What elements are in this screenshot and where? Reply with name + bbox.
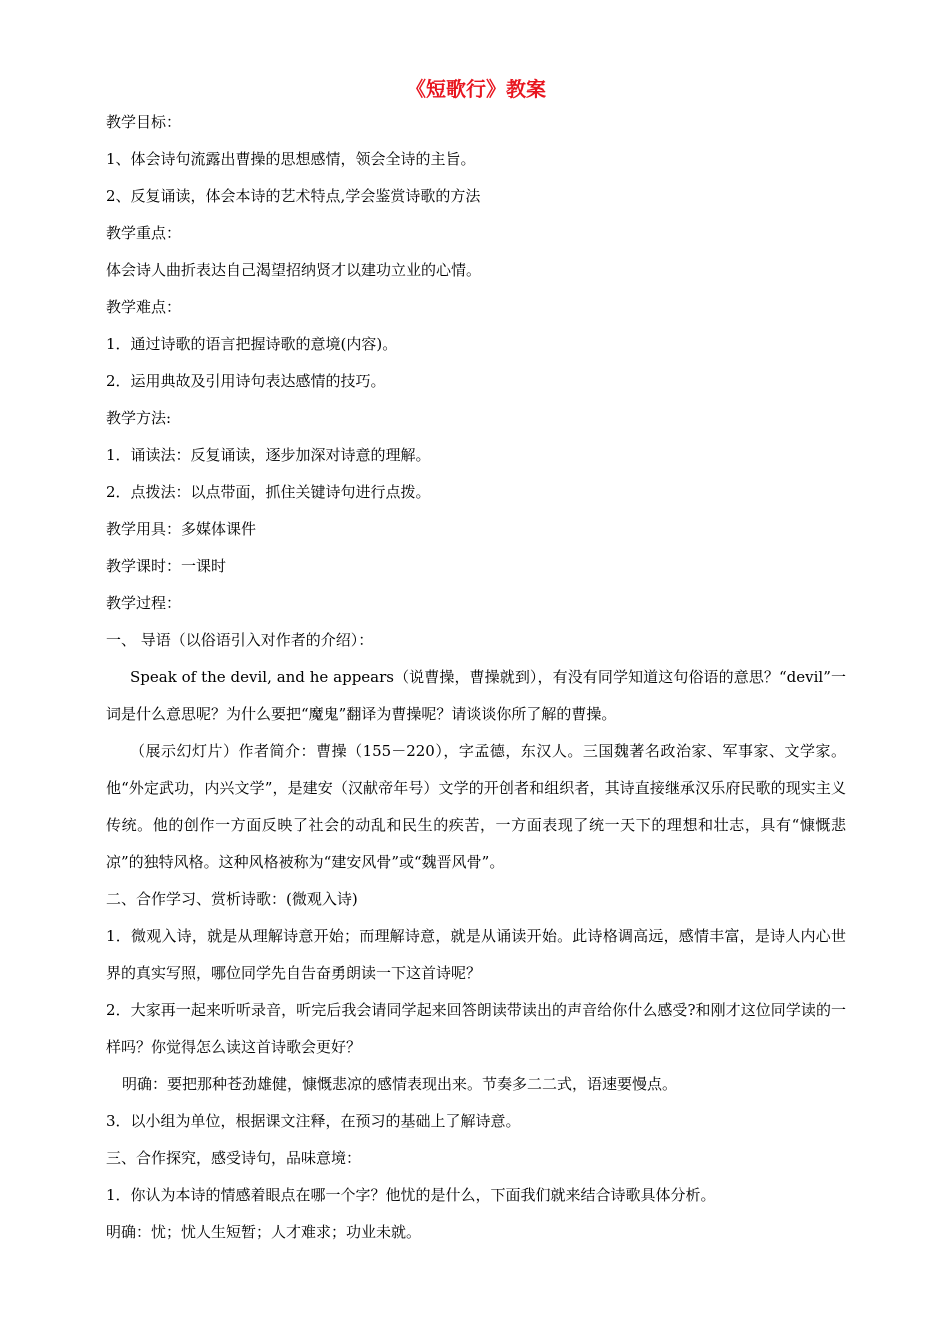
section-2-item-3: 3．以小组为单位，根据课文注释，在预习的基础上了解诗意。 bbox=[106, 1112, 521, 1130]
section-3-item-1: 1．你认为本诗的情感着眼点在哪一个字？他忧的是什么，下面我们就来结合诗歌具体分析。 bbox=[106, 1186, 716, 1204]
section-2-clarification: 明确：要把那种苍劲雄健，慷慨悲凉的感情表现出来。节奏多二二式，语速要慢点。 bbox=[122, 1075, 678, 1093]
difficulty-1: 1．通过诗歌的语言把握诗歌的意境(内容)。 bbox=[106, 335, 398, 353]
difficulty-2: 2．运用典故及引用诗句表达感情的技巧。 bbox=[106, 372, 386, 390]
teaching-tools: 教学用具：多媒体课件 bbox=[106, 520, 257, 538]
method-2: 2．点拨法：以点带面，抓住关键诗句进行点拨。 bbox=[106, 483, 431, 501]
section-1-heading: 一、 导语（以俗语引入对作者的介绍）： bbox=[106, 631, 374, 649]
section-2-heading: 二、合作学习、赏析诗歌：(微观入诗) bbox=[106, 890, 358, 908]
heading-objectives: 教学目标： bbox=[106, 113, 182, 131]
heading-difficulties: 教学难点： bbox=[106, 298, 182, 316]
section-2-item-2: 2．大家再一起来听听录音，听完后我会请同学起来回答朗读带读出的声音给你什么感受?和刚才这位同学读的一样吗？你觉得怎么读这首诗歌会更好？ bbox=[106, 1001, 846, 1056]
method-1: 1．诵读法：反复诵读，逐步加深对诗意的理解。 bbox=[106, 446, 431, 464]
paragraph-devil: Speak of the devil, and he appears（说曹操，曹操就到），有没有同学知道这句俗语的意思？“devil”一词是什么意思呢？为什么要把“魔鬼”翻译为曹操呢？请谈谈你所了解的曹操。 bbox=[106, 668, 846, 723]
document-title: 《短歌行》教案 bbox=[406, 77, 546, 101]
heading-process: 教学过程： bbox=[106, 594, 182, 612]
section-3-heading: 三、合作探究，感受诗句，品味意境： bbox=[106, 1149, 362, 1167]
heading-methods: 教学方法: bbox=[106, 409, 172, 427]
objective-2: 2、反复诵读，体会本诗的艺术特点,学会鉴赏诗歌的方法 bbox=[106, 187, 481, 205]
teaching-hours: 教学课时：一课时 bbox=[106, 557, 227, 575]
section-3-clarification: 明确：忧；忧人生短暂；人才难求；功业未就。 bbox=[106, 1223, 422, 1241]
section-2-item-1: 1．微观入诗，就是从理解诗意开始；而理解诗意，就是从诵读开始。此诗格调高远，感情丰富，是诗人内心世界的真实写照，哪位同学先自告奋勇朗读一下这首诗呢？ bbox=[106, 927, 846, 982]
objective-1: 1、体会诗句流露出曹操的思想感情，领会全诗的主旨。 bbox=[106, 150, 476, 168]
paragraph-author-intro: （展示幻灯片）作者简介：曹操（155－220），字孟德，东汉人。三国魏著名政治家、军事家、文学家。他“外定武功，内兴文学”，是建安（汉献帝年号）文学的开创者和组织者，其诗直接继承汉乐府民歌的现实主义传统。他的创作一方面反映了社会的动乱和民生的疾苦，一方面表现了统一天下的理想和壮志，具有“慷慨悲凉”的独特风格。这种风格被称为“建安风骨”或“魏晋风骨”。 bbox=[106, 742, 846, 871]
key-point: 体会诗人曲折表达自己渴望招纳贤才以建功立业的心情。 bbox=[106, 261, 482, 279]
heading-key-points: 教学重点： bbox=[106, 224, 182, 242]
